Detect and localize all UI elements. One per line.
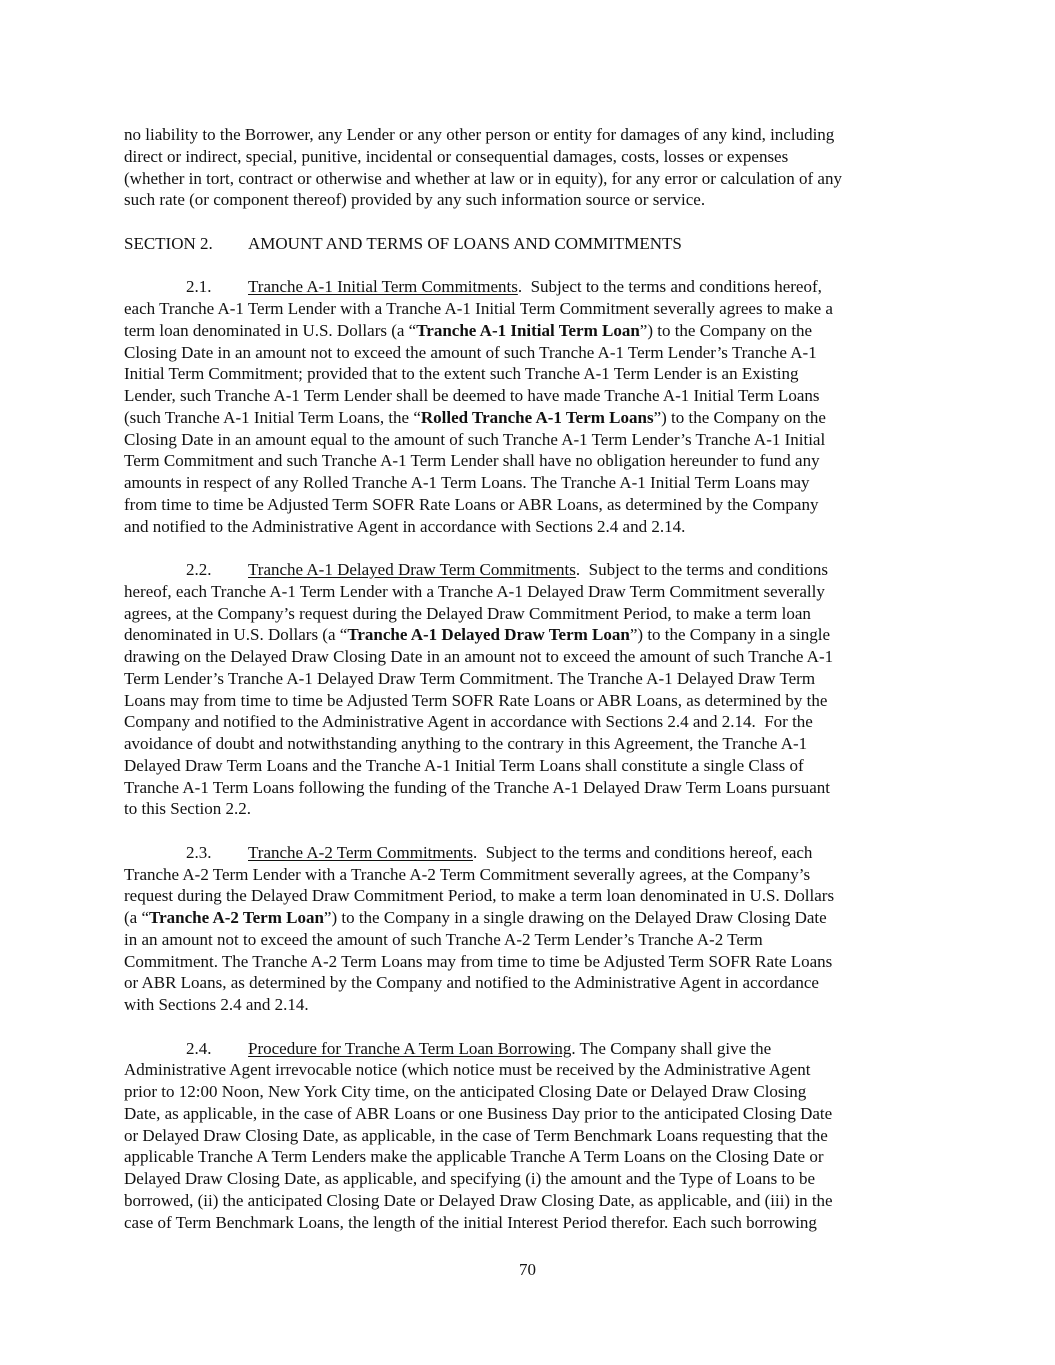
text-run: . Subject to the terms and conditions hereof, each <box>473 842 813 862</box>
text-line <box>124 624 944 646</box>
bold-term: Tranche A-2 Term Loan <box>149 908 324 927</box>
text-run: amounts in respect of any Rolled Tranche A-1 Term Loans. The Tranche A-1 Initial Term Loans may <box>124 473 810 492</box>
text-run: Commitment. The Tranche A-2 Term Loans may from time to time be Adjusted Term SOFR Rate Loans <box>124 951 833 971</box>
text-run: Delayed Draw Term Loans and the Tranche A-1 Initial Term Loans shall constitute a single Class of <box>124 755 804 775</box>
text-line <box>124 1038 944 1060</box>
text-run: . Subject to the terms and conditions hereof, <box>517 277 822 297</box>
text-run: . The Company shall give the <box>571 1038 772 1058</box>
text-line <box>124 929 944 951</box>
text-run: AMOUNT AND TERMS OF LOANS AND COMMITMENTS <box>248 233 682 253</box>
text-run: Initial Term Commitment; provided that to the extent such Tranche A-1 Term Lender is an Existing <box>124 364 799 384</box>
text-line <box>124 298 944 320</box>
text-run: avoidance of doubt and notwithstanding anything to the contrary in this Agreement, the Tranche A-1 <box>124 734 808 753</box>
text-run: in an amount not to exceed the amount of such Tranche A-2 Term Lender’s Tranche A-2 Term <box>124 929 763 949</box>
text-line <box>124 1146 944 1168</box>
text-run: borrowed, (ii) the anticipated Closing Date or Delayed Draw Closing Date, as applicable, and (iii) in the <box>124 1190 833 1210</box>
text-run: term loan denominated in U.S. Dollars (a “ <box>124 320 417 340</box>
text-line <box>124 798 944 820</box>
text-line <box>124 1081 944 1103</box>
document-body <box>124 124 944 1255</box>
text-line <box>124 668 944 690</box>
text-line <box>124 777 944 799</box>
text-line <box>124 189 944 211</box>
text-run: ”) to the Company in a single <box>629 625 831 645</box>
section-title: Procedure for Tranche A Term Loan Borrowing <box>248 1038 572 1058</box>
text-line <box>124 168 944 190</box>
text-run: from time to time be Adjusted Term SOFR Rate Loans or ABR Loans, as determined by the Company <box>124 494 819 514</box>
text-run: or Delayed Draw Closing Date, as applicable, in the case of Term Benchmark Loans requesting that the <box>124 1125 828 1145</box>
subsection-paragraph <box>124 842 944 1016</box>
text-line <box>124 494 944 516</box>
text-line <box>124 559 944 581</box>
text-line <box>124 1059 944 1081</box>
page-number: 70 <box>519 1260 536 1279</box>
section-number: 2.3. <box>186 842 212 862</box>
text-run: prior to 12:00 Noon, New York City time, on the anticipated Closing Date or Delayed Draw Closing <box>124 1082 807 1101</box>
text-run: drawing on the Delayed Draw Closing Date in an amount not to exceed the amount of such Tranche A-1 <box>124 647 834 666</box>
text-line <box>124 864 944 886</box>
section-heading <box>124 233 944 255</box>
text-run: such rate (or component thereof) provided by any such information source or service. <box>124 190 706 210</box>
text-run: Term Commitment and such Tranche A-1 Term Lender shall have no obligation hereunder to fund any <box>124 451 820 471</box>
subsection-paragraph <box>124 276 944 537</box>
text-line <box>124 1168 944 1190</box>
text-line <box>124 972 944 994</box>
text-line <box>124 603 944 625</box>
text-line <box>124 885 944 907</box>
text-run: Administrative Agent irrevocable notice (which notice must be received by the Administrative Agent <box>124 1060 811 1080</box>
text-line <box>124 342 944 364</box>
bold-term: Tranche A-1 Initial Term Loan <box>416 320 640 340</box>
bold-term: Rolled Tranche A-1 Term Loans <box>420 407 654 427</box>
text-run: or ABR Loans, as determined by the Company and notified to the Administrative Agent in accordance <box>124 973 819 993</box>
text-line <box>124 385 944 407</box>
text-line <box>124 450 944 472</box>
text-line <box>124 1125 944 1147</box>
text-line <box>124 124 944 146</box>
text-line <box>124 581 944 603</box>
text-line <box>124 1103 944 1125</box>
text-line <box>124 951 944 973</box>
text-line <box>124 994 944 1016</box>
text-line <box>124 907 944 929</box>
text-line <box>124 146 944 168</box>
body-paragraph <box>124 124 944 211</box>
text-line <box>124 320 944 342</box>
text-line <box>124 755 944 777</box>
section-number: 2.1. <box>186 277 212 297</box>
section-title: Tranche A-1 Initial Term Commitments <box>248 277 518 297</box>
text-line <box>124 690 944 712</box>
text-run: (whether in tort, contract or otherwise and whether at law or in equity), for any error or calculation of any <box>124 168 842 188</box>
text-line <box>124 733 944 755</box>
subsection-paragraph <box>124 1038 944 1234</box>
text-run: Lender, such Tranche A-1 Term Lender shall be deemed to have made Tranche A-1 Initial Term Loans <box>124 386 820 405</box>
text-run: with Sections 2.4 and 2.14. <box>124 995 309 1014</box>
text-run: applicable Tranche A Term Lenders make the applicable Tranche A Term Loans on the Closing Date or <box>124 1147 824 1167</box>
text-run: request during the Delayed Draw Commitment Period, to make a term loan denominated in U.S. Dollars <box>124 886 835 906</box>
text-run: Closing Date in an amount equal to the amount of such Tranche A-1 Term Lender’s Tranche A-1 Initial <box>124 429 826 449</box>
text-line <box>124 1212 944 1234</box>
text-line <box>124 363 944 385</box>
text-line <box>124 233 944 255</box>
text-line <box>124 276 944 298</box>
text-run: Closing Date in an amount not to exceed the amount of such Tranche A-1 Term Lender’s Tranche A-1 <box>124 342 817 362</box>
text-run: . Subject to the terms and conditions <box>575 560 829 579</box>
text-run: Delayed Draw Closing Date, as applicable, and specifying (i) the amount and the Type of Loans to be <box>124 1169 816 1188</box>
text-run: case of Term Benchmark Loans, the length of the initial Interest Period therefor. Each such borrowing <box>124 1212 817 1232</box>
text-run: ”) to the Company on the <box>653 407 826 427</box>
section-number: 2.2. <box>186 560 212 579</box>
text-line <box>124 711 944 733</box>
text-run: each Tranche A-1 Term Lender with a Tranche A-1 Initial Term Commitment severally agrees to make a <box>124 299 833 318</box>
text-line <box>124 646 944 668</box>
text-run: to this Section 2.2. <box>124 799 252 819</box>
subsection-paragraph <box>124 559 944 820</box>
text-run: and notified to the Administrative Agent in accordance with Sections 2.4 and 2.14. <box>124 516 686 536</box>
section-label: SECTION 2. <box>124 233 213 253</box>
text-line <box>124 842 944 864</box>
text-run: Tranche A-2 Term Lender with a Tranche A-2 Term Commitment severally agrees, at the Company’s <box>124 864 811 884</box>
text-run: Company and notified to the Administrative Agent in accordance with Sections 2.4 and 2.14. For the <box>124 712 813 732</box>
text-run: Loans may from time to time be Adjusted Term SOFR Rate Loans or ABR Loans, as determined by the <box>124 690 828 710</box>
text-run: agrees, at the Company’s request during the Delayed Draw Commitment Period, to make a term loan <box>124 603 811 623</box>
bold-term: Tranche A-1 Delayed Draw Term Loan <box>347 625 630 645</box>
text-line <box>124 472 944 494</box>
text-line <box>124 429 944 451</box>
text-run: Date, as applicable, in the case of ABR Loans or one Business Day prior to the anticipated Closing Date <box>124 1103 833 1123</box>
text-line <box>124 1190 944 1212</box>
text-run: ”) to the Company in a single drawing on the Delayed Draw Closing Date <box>323 908 827 927</box>
text-run: Term Lender’s Tranche A-1 Delayed Draw Term Commitment. The Tranche A-1 Delayed Draw Term <box>124 668 816 688</box>
text-line <box>124 407 944 429</box>
section-title: Tranche A-1 Delayed Draw Term Commitments <box>248 560 576 579</box>
text-run: ”) to the Company on the <box>639 320 813 340</box>
text-run: (a “ <box>124 908 150 927</box>
text-run: Tranche A-1 Term Loans following the funding of the Tranche A-1 Delayed Draw Term Loans pursuant <box>124 777 830 797</box>
text-line <box>124 516 944 538</box>
text-run: hereof, each Tranche A-1 Term Lender with a Tranche A-1 Delayed Draw Term Commitment severally <box>124 581 825 601</box>
text-run: no liability to the Borrower, any Lender or any other person or entity for damages of any kind, including <box>124 125 835 144</box>
text-run: direct or indirect, special, punitive, incidental or consequential damages, costs, losses or expenses <box>124 146 789 166</box>
text-run: (such Tranche A-1 Initial Term Loans, the “ <box>124 407 421 427</box>
section-title: Tranche A-2 Term Commitments <box>248 842 473 862</box>
section-number: 2.4. <box>186 1038 212 1058</box>
text-run: denominated in U.S. Dollars (a “ <box>124 625 348 645</box>
